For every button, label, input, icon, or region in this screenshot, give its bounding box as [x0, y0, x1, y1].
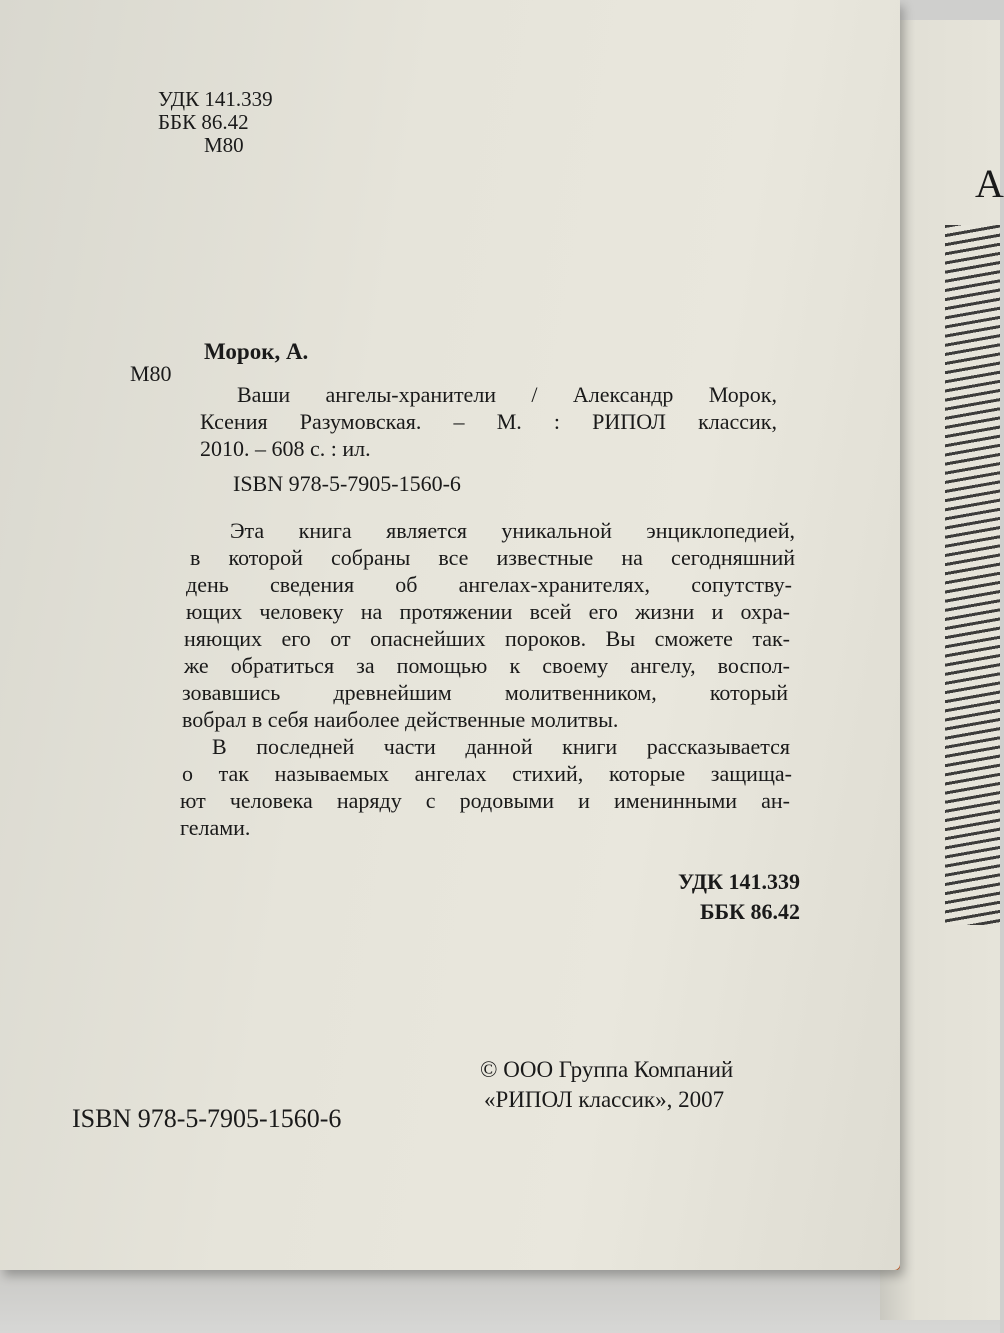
abstract-line-8: вобрал в себя наиболее действенные молитвы.	[182, 707, 619, 732]
udk-bottom: УДК 141.339	[677, 869, 800, 894]
abstract-line-2: в которой собраны все известные на сегодняшний	[190, 545, 795, 570]
facing-page-illustration	[945, 225, 1000, 925]
abstract-line-1: Эта книга является уникальной энциклопедией,	[230, 518, 795, 543]
bbk-bottom: ББК 86.42	[699, 899, 800, 924]
facing-page-letter: А	[975, 161, 1004, 206]
abstract-line-3: день сведения об ангелах-хранителях, сопутству-	[186, 572, 792, 597]
abstract-line-7: зовавшись древнейшим молитвенником, который	[182, 680, 788, 705]
side-code: М80	[130, 361, 172, 386]
abstract-line-12: гелами.	[180, 815, 251, 840]
biblio-line-3: 2010. – 608 с. : ил.	[200, 436, 371, 461]
isbn-footer: ISBN 978-5-7905-1560-6	[72, 1104, 342, 1133]
bbk-top: ББК 86.42	[158, 110, 249, 134]
abstract-line-6: же обратиться за помощью к своему ангелу, воспол-	[184, 653, 790, 678]
abstract-line-11: ют человека наряду с родовыми и именинными ан-	[180, 788, 790, 813]
author-heading: Морок, А.	[204, 339, 309, 364]
abstract-line-5: няющих его от опаснейших пороков. Вы сможете так-	[184, 626, 790, 651]
biblio-line-2: Ксения Разумовская. – М. : РИПОЛ классик,	[200, 409, 777, 434]
copyright-line-2: «РИПОЛ классик», 2007	[484, 1087, 725, 1112]
abstract-line-9: В последней части данной книги рассказывается	[212, 734, 790, 759]
udk-top: УДК 141.339	[158, 87, 273, 111]
copyright-line-1: © ООО Группа Компаний	[480, 1057, 734, 1082]
abstract-line-10: о так называемых ангелах стихий, которые защища-	[182, 761, 792, 786]
isbn-record: ISBN 978-5-7905-1560-6	[233, 471, 461, 496]
abstract-line-4: ющих человеку на протяжении всей его жизни и охра-	[186, 599, 790, 624]
biblio-line-1: Ваши ангелы-хранители / Александр Морок,	[237, 382, 777, 407]
code-top: М80	[204, 133, 244, 157]
